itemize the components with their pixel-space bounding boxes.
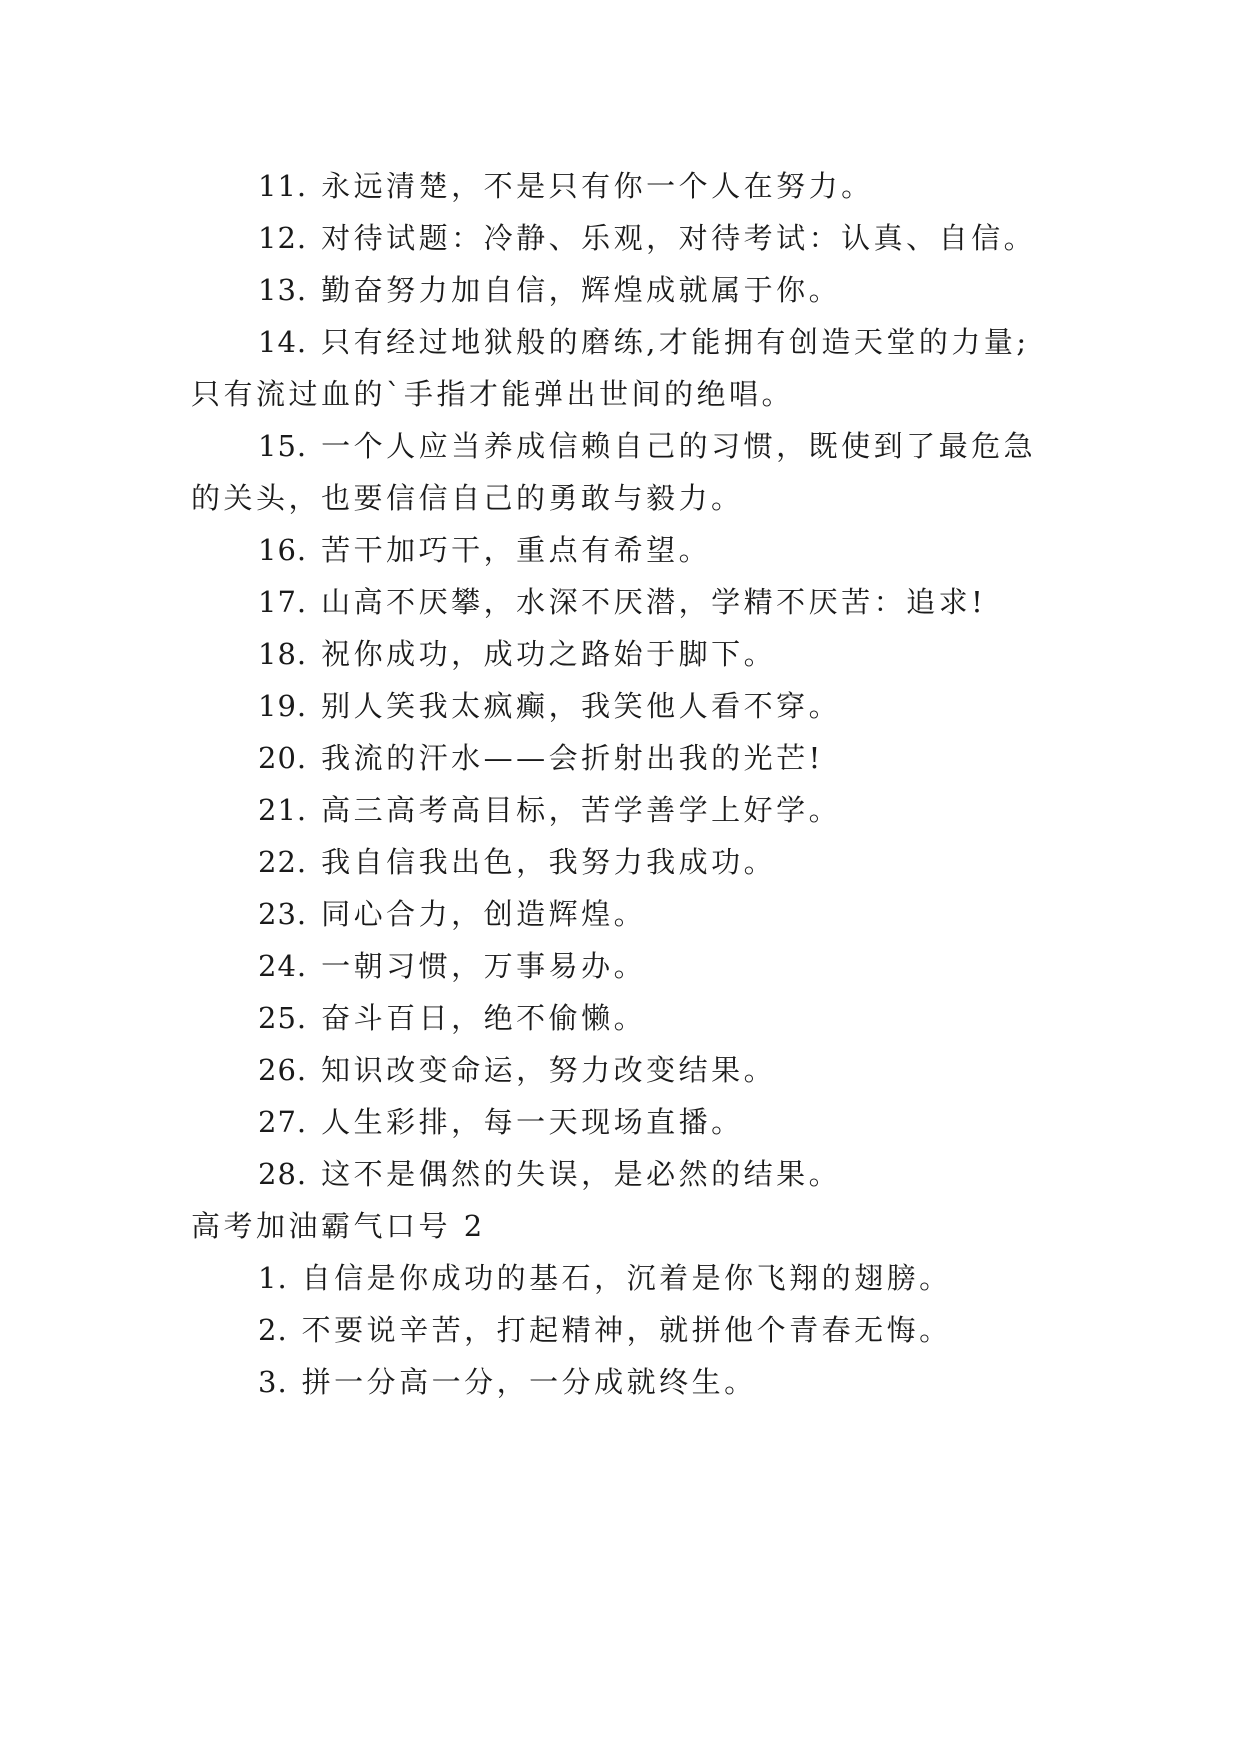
item-text: 勤奋努力加自信，辉煌成就属于你。 [321, 273, 842, 307]
list-item [258, 166, 874, 206]
item-number: 27. [258, 1105, 308, 1139]
item-number: 14. [258, 325, 308, 359]
list-item [258, 582, 986, 622]
list-item [258, 322, 1030, 362]
list-item [258, 842, 776, 882]
item-number: 11. [258, 169, 308, 203]
item-text: 一个人应当养成信赖自己的习惯，既使到了最危急 [321, 429, 1037, 463]
item-number: 15. [258, 429, 308, 463]
item-number: 19. [258, 689, 308, 723]
item-text: 拼一分高一分，一分成就终生。 [301, 1365, 757, 1399]
item-text: 只有经过地狱般的磨练,才能拥有创造天堂的力量; [321, 325, 1030, 359]
list-item [258, 634, 776, 674]
list-item [258, 270, 841, 310]
item-text: 这不是偶然的失误，是必然的结果。 [321, 1157, 842, 1191]
list-item-continuation: 只有流过血的`手指才能弹出世间的绝唱。 [191, 377, 795, 411]
list-item [258, 894, 646, 934]
item-number: 12. [258, 221, 308, 255]
item-text: 永远清楚，不是只有你一个人在努力。 [321, 169, 874, 203]
list-item [258, 1050, 776, 1090]
item-text: 一朝习惯，万事易办。 [321, 949, 647, 983]
list-item [258, 738, 824, 778]
item-number: 23. [258, 897, 308, 931]
item-text: 苦干加巧干，重点有希望。 [321, 533, 712, 567]
section-title: 高考加油霸气口号 2 [191, 1209, 486, 1243]
item-number: 2. [258, 1313, 288, 1347]
list-item-continuation: 的关头，也要信信自己的勇敢与毅力。 [191, 481, 744, 515]
item-number: 3. [258, 1365, 288, 1399]
list-item [258, 1102, 744, 1142]
item-text: 知识改变命运，努力改变结果。 [321, 1053, 777, 1087]
item-number: 26. [258, 1053, 308, 1087]
item-text: 自信是你成功的基石，沉着是你飞翔的翅膀。 [301, 1261, 952, 1295]
item-number: 24. [258, 949, 308, 983]
list-item [258, 426, 1036, 466]
item-text: 别人笑我太疯癫，我笑他人看不穿。 [321, 689, 842, 723]
item-text: 祝你成功，成功之路始于脚下。 [321, 637, 777, 671]
list-item [258, 1258, 952, 1298]
item-number: 13. [258, 273, 308, 307]
item-number: 28. [258, 1157, 308, 1191]
item-text: 奋斗百日，绝不偷懒。 [321, 1001, 647, 1035]
item-text: 同心合力，创造辉煌。 [321, 897, 647, 931]
item-number: 18. [258, 637, 308, 671]
list-item [258, 1310, 952, 1350]
list-item [258, 1154, 841, 1194]
item-text: 对待试题：冷静、乐观，对待考试：认真、自信。 [321, 221, 1037, 255]
item-number: 16. [258, 533, 308, 567]
item-text: 我流的汗水——会折射出我的光芒! [321, 741, 824, 775]
list-item [258, 790, 841, 830]
item-number: 22. [258, 845, 308, 879]
item-number: 20. [258, 741, 308, 775]
item-number: 21. [258, 793, 308, 827]
item-number: 17. [258, 585, 308, 619]
item-text: 我自信我出色，我努力我成功。 [321, 845, 777, 879]
item-text: 人生彩排，每一天现场直播。 [321, 1105, 744, 1139]
item-number: 1. [258, 1261, 288, 1295]
item-text: 高三高考高目标，苦学善学上好学。 [321, 793, 842, 827]
list-item [258, 946, 646, 986]
list-item [258, 218, 1036, 258]
list-item [258, 998, 646, 1038]
item-text: 不要说辛苦，打起精神，就拼他个青春无悔。 [301, 1313, 952, 1347]
list-item [258, 530, 711, 570]
item-number: 25. [258, 1001, 308, 1035]
item-text: 山高不厌攀，水深不厌潜，学精不厌苦：追求! [321, 585, 987, 619]
list-item [258, 1362, 757, 1402]
list-item [258, 686, 841, 726]
